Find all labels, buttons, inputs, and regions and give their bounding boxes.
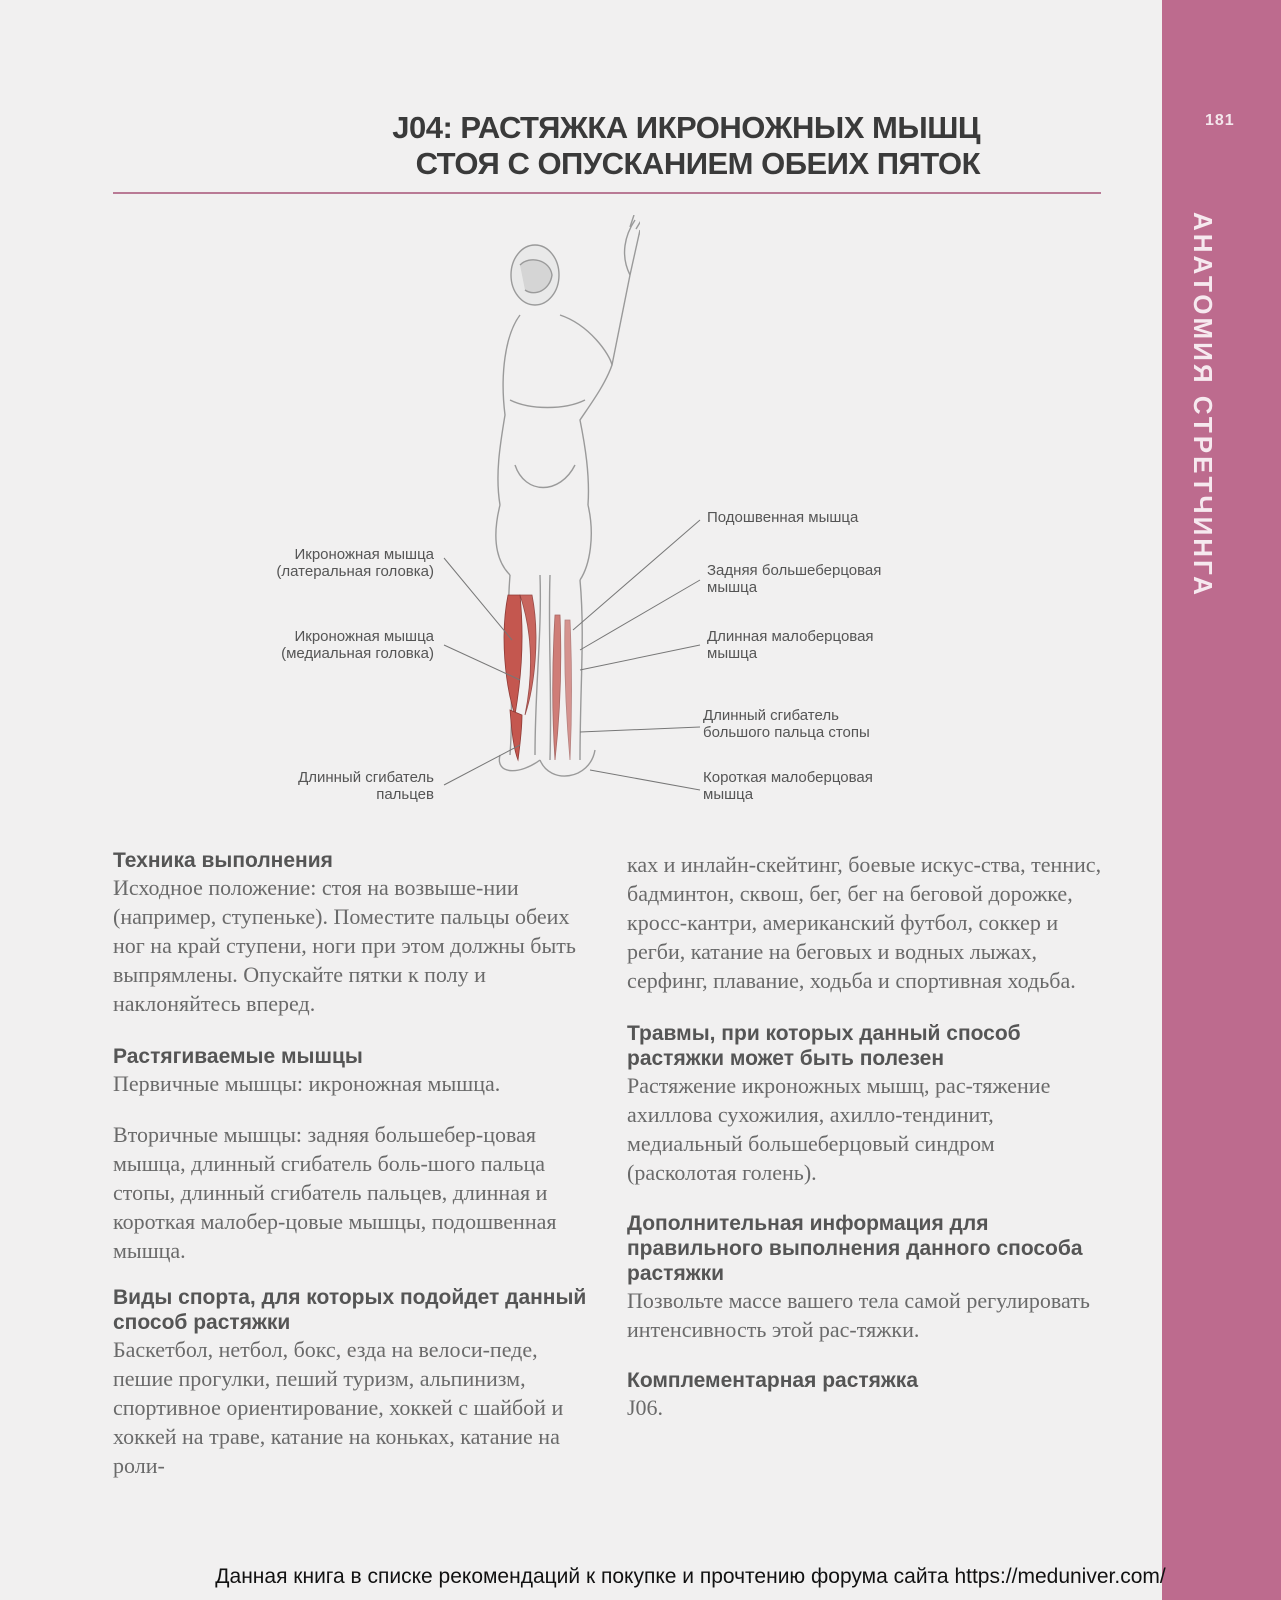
technique-heading: Техника выполнения (113, 849, 333, 872)
title-line-2: СТОЯ С ОПУСКАНИЕМ ОБЕИХ ПЯТОК (415, 146, 980, 181)
right-column (627, 850, 1107, 1422)
label-gastroc-medial: Икроножная мышца (медиальная головка) (281, 628, 434, 662)
additional-info-heading: Дополнительная информация для правильного выполнения данного способа растяжки (627, 1212, 1083, 1285)
label-tibialis-posterior: Задняя большеберцовая мышца (707, 562, 882, 596)
left-column (113, 848, 593, 1480)
sports-text: Баскетбол, нетбол, бокс, езда на велоси-педе, пешие прогулки, пеший туризм, альпинизм, спортивное ориентирование, хоккей с шайбой и хоккей на траве, катание на коньках, катание на роли- (113, 1337, 564, 1478)
complementary-heading: Комплементарная растяжка (627, 1369, 918, 1392)
injuries-text: Растяжение икроножных мышц, рас-тяжение ахиллова сухожилия, ахилло-тендинит, медиальный большеберцовый синдром (расколотая голень). (627, 1073, 1051, 1185)
page-number: 181 (1205, 112, 1235, 129)
sports-heading: Виды спорта, для которых подойдет данный способ растяжки (113, 1286, 587, 1334)
label-peroneus-brevis: Короткая малоберцовая мышца (703, 769, 873, 803)
chapter-tab (1162, 0, 1281, 1600)
muscles-secondary: Вторичные мышцы: задняя большебер-цовая мышца, длинный сгибатель боль-шого пальца стопы, длинный сгибатель пальцев, длинная и короткая малобер-цовые мышцы, подошвенная мышца. (113, 1122, 557, 1263)
label-flexor-hallucis: Длинный сгибатель большого пальца стопы (703, 707, 870, 741)
label-gastroc-lateral: Икроножная мышца (латеральная головка) (276, 546, 434, 580)
technique-text: Исходное положение: стоя на возвыше-нии (например, ступеньке). Поместите пальцы обеих ног на край ступени, ноги при этом должны быть выпрямлены. Опускайте пятки к полу и наклоняйтесь вперед. (113, 875, 576, 1016)
footer-notice: Данная книга в списке рекомендаций к покупке и прочтению форума сайта https://meduniver.com/ (215, 1565, 1166, 1588)
anatomy-figure (480, 215, 640, 815)
sports-text-continued: ках и инлайн-скейтинг, боевые искус-ства, теннис, бадминтон, сквош, бег, бег на беговой дорожке, кросс-кантри, американский футбол, соккер и регби, катание на беговых и водных лыжах, серфинг, плавание, ходьба и спортивная ходьба. (627, 852, 1102, 993)
muscles-heading: Растягиваемые мышцы (113, 1045, 363, 1068)
complementary-text: J06. (627, 1395, 664, 1420)
injuries-heading: Травмы, при которых данный способ растяжки может быть полезен (627, 1022, 1021, 1070)
additional-info-text: Позвольте массе вашего тела самой регулировать интенсивность этой рас-тяжки. (627, 1288, 1090, 1342)
muscles-primary: Первичные мышцы: икроножная мышца. (113, 1071, 501, 1096)
page-title (392, 110, 980, 182)
label-peroneus-longus: Длинная малоберцовая мышца (707, 628, 874, 662)
title-divider (113, 192, 1101, 194)
title-line-1: J04: РАСТЯЖКА ИКРОНОЖНЫХ МЫШЦ (392, 110, 980, 145)
label-plantaris: Подошвенная мышца (707, 509, 859, 526)
label-flexor-digitorum: Длинный сгибатель пальцев (298, 769, 434, 803)
chapter-tab-label: АНАТОМИЯ СТРЕТЧИНГА (1188, 212, 1218, 598)
